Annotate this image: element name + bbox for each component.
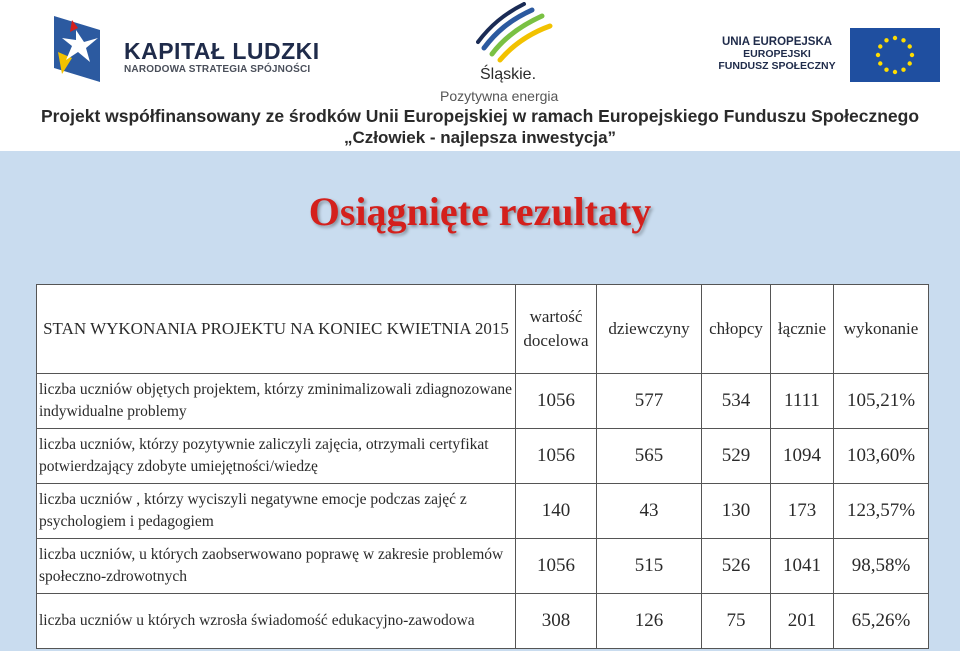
cell-target: 1056 [516, 374, 597, 429]
cell-total: 1111 [771, 374, 834, 429]
page-title: Osiągnięte rezultaty [308, 189, 652, 234]
row-label: liczba uczniów , którzy wyciszyli negatywne emocje podczas zajęć z psychologiem i pedagogiem [37, 484, 516, 539]
eu-star-icon [893, 70, 897, 74]
cell-boys: 75 [702, 594, 771, 649]
eu-star-icon [878, 44, 882, 48]
table-row [37, 374, 929, 429]
cell-total: 201 [771, 594, 834, 649]
slaskie-logo [476, 2, 556, 66]
eu-line-3: FUNDUSZ SPOŁECZNY [718, 60, 836, 72]
cell-girls: 515 [597, 539, 702, 594]
cell-girls: 43 [597, 484, 702, 539]
table-row [37, 539, 929, 594]
header-completion: wykonanie [834, 285, 929, 374]
results-table [36, 284, 929, 649]
kapital-ludzki-title: KAPITAŁ LUDZKI [124, 38, 320, 64]
row-label: liczba uczniów, którzy pozytywnie zaliczyli zajęcia, otrzymali certyfikat potwierdzający zdobyte umiejętności/wiedzę [37, 429, 516, 484]
eu-star-icon [878, 61, 882, 65]
cell-completion: 105,21% [834, 374, 929, 429]
table-row [37, 484, 929, 539]
header-boys: chłopcy [702, 285, 771, 374]
project-motto: „Człowiek - najlepsza inwestycja” [343, 128, 617, 147]
eu-line-1: UNIA EUROPEJSKA [721, 36, 833, 48]
header-banner [0, 0, 960, 151]
eu-star-icon [901, 68, 905, 72]
header-project-status: STAN WYKONANIA PROJEKTU NA KONIEC KWIETNIA 2015 [37, 285, 516, 374]
cell-completion: 65,26% [834, 594, 929, 649]
cell-target: 1056 [516, 429, 597, 484]
cell-girls: 126 [597, 594, 702, 649]
kapital-ludzki-logo [50, 12, 112, 82]
cell-girls: 565 [597, 429, 702, 484]
cell-completion: 123,57% [834, 484, 929, 539]
slaskie-subtitle: Pozytywna energia [440, 88, 559, 104]
table-header-row [37, 285, 929, 374]
row-label: liczba uczniów objętych projektem, którzy zminimalizowali zdiagnozowane indywidualne problemy [37, 374, 516, 429]
eu-star-icon [876, 53, 880, 57]
header-girls: dziewczyny [597, 285, 702, 374]
cell-total: 1041 [771, 539, 834, 594]
table-row [37, 594, 929, 649]
cell-boys: 130 [702, 484, 771, 539]
kapital-ludzki-subtitle: NARODOWA STRATEGIA SPÓJNOŚCI [124, 64, 311, 75]
table-row [37, 429, 929, 484]
cell-total: 1094 [771, 429, 834, 484]
cell-target: 1056 [516, 539, 597, 594]
header-target-value: wartość docelowa [516, 285, 597, 374]
eu-text [712, 36, 842, 72]
eu-star-icon [910, 53, 914, 57]
eu-star-icon [908, 61, 912, 65]
project-cofinancing-line: Projekt współfinansowany ze środków Unii Europejskiej w ramach Europejskiego Funduszu Społecznego [40, 106, 920, 126]
eu-flag-icon [850, 28, 940, 82]
cell-boys: 529 [702, 429, 771, 484]
eu-star-icon [884, 68, 888, 72]
eu-line-2: EUROPEJSKI [743, 48, 811, 60]
eu-star-icon [893, 36, 897, 40]
cell-girls: 577 [597, 374, 702, 429]
cell-boys: 534 [702, 374, 771, 429]
row-label: liczba uczniów, u których zaobserwowano poprawę w zakresie problemów społeczno-zdrowotnych [37, 539, 516, 594]
cell-completion: 98,58% [834, 539, 929, 594]
header-total: łącznie [771, 285, 834, 374]
eu-star-icon [908, 44, 912, 48]
cell-target: 308 [516, 594, 597, 649]
cell-target: 140 [516, 484, 597, 539]
cell-boys: 526 [702, 539, 771, 594]
slaskie-title: Śląskie. [480, 66, 537, 83]
cell-total: 173 [771, 484, 834, 539]
eu-star-icon [884, 38, 888, 42]
eu-star-icon [901, 38, 905, 42]
row-label: liczba uczniów u których wzrosła świadomość edukacyjno-zawodowa [37, 594, 516, 649]
cell-completion: 103,60% [834, 429, 929, 484]
